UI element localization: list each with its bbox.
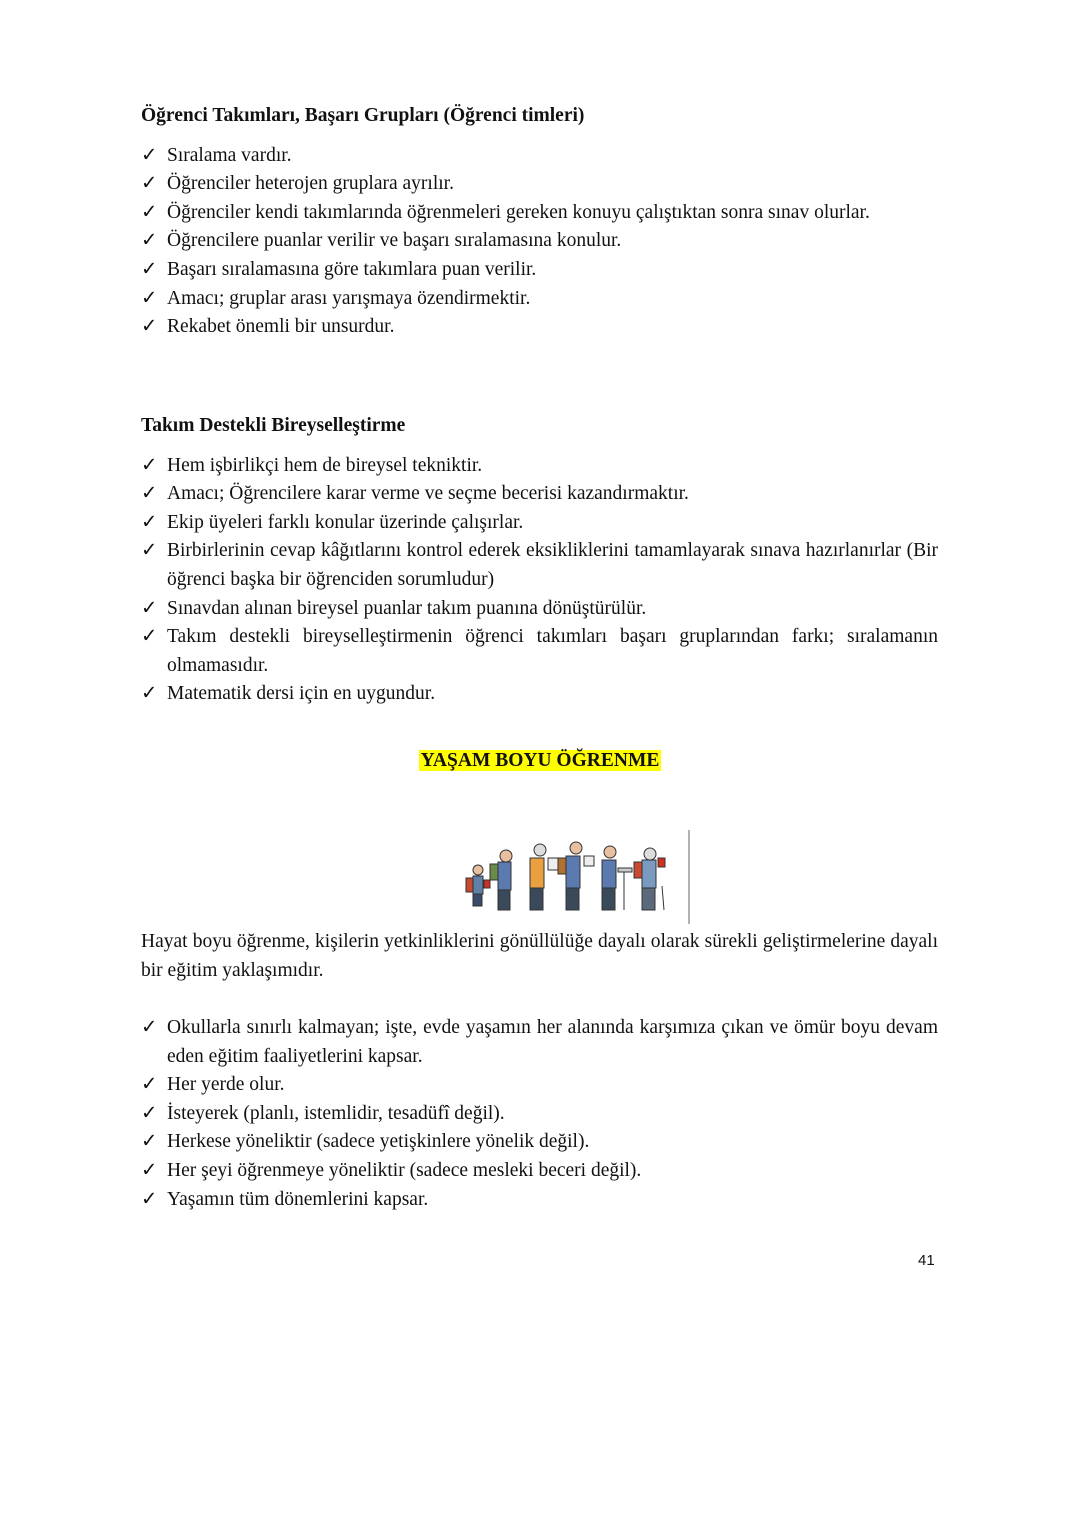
list-item-text: İsteyerek (planlı, istemlidir, tesadüfî değil). bbox=[167, 1102, 505, 1124]
worker-figure bbox=[530, 844, 562, 910]
list-item-text: Okullarla sınırlı kalmayan; işte, evde yaşamın her alanında karşımıza çıkan ve ömür boyu devam eden eğitim faaliyetlerini kapsar. bbox=[167, 1017, 938, 1067]
list-item-text: Sıralama vardır. bbox=[167, 144, 292, 166]
checkmark-icon: ✓ bbox=[141, 258, 158, 280]
adult-reading-figure bbox=[558, 842, 594, 910]
list-item bbox=[141, 537, 938, 594]
list-item bbox=[141, 170, 938, 199]
list-item bbox=[141, 256, 938, 285]
list-item-text: Hem işbirlikçi hem de bireysel tekniktir. bbox=[167, 454, 483, 476]
list-item-text: Amacı; Öğrencilere karar verme ve seçme becerisi kazandırmaktır. bbox=[167, 483, 689, 505]
bullet-list bbox=[141, 142, 938, 342]
bullet-list bbox=[141, 1014, 938, 1214]
list-item bbox=[141, 1071, 938, 1100]
child-figure bbox=[466, 865, 490, 906]
lifelong-learning-illustration bbox=[458, 828, 694, 926]
list-item bbox=[141, 509, 938, 538]
checkmark-icon: ✓ bbox=[141, 626, 158, 648]
bullet-list bbox=[141, 452, 938, 709]
list-item-text: Her şeyi öğrenmeye yöneliktir (sadece mesleki beceri değil). bbox=[167, 1159, 642, 1181]
laptop-figure bbox=[602, 846, 632, 910]
page-number: 41 bbox=[918, 1252, 935, 1269]
checkmark-icon: ✓ bbox=[141, 1074, 158, 1096]
list-item-text: Herkese yöneliktir (sadece yetişkinlere yönelik değil). bbox=[167, 1131, 590, 1153]
checkmark-icon: ✓ bbox=[141, 1188, 158, 1210]
list-item bbox=[141, 285, 938, 314]
checkmark-icon: ✓ bbox=[141, 540, 158, 562]
list-item bbox=[141, 1186, 938, 1215]
list-item bbox=[141, 142, 938, 171]
list-item bbox=[141, 623, 938, 680]
list-item-text: Sınavdan alınan bireysel puanlar takım puanına dönüştürülür. bbox=[167, 597, 647, 619]
list-item bbox=[141, 1157, 938, 1186]
list-item bbox=[141, 199, 938, 228]
elder-figure bbox=[634, 848, 665, 910]
section-heading: Öğrenci Takımları, Başarı Grupları (Öğrenci timleri) bbox=[141, 105, 585, 126]
checkmark-icon: ✓ bbox=[141, 1017, 158, 1038]
list-item-text: Matematik dersi için en uygundur. bbox=[167, 683, 436, 705]
section-team-assisted bbox=[141, 412, 938, 709]
section-student-teams bbox=[141, 102, 938, 342]
checkmark-icon: ✓ bbox=[141, 683, 158, 705]
checkmark-icon: ✓ bbox=[141, 287, 158, 309]
teen-figure bbox=[490, 850, 512, 910]
checkmark-icon: ✓ bbox=[141, 454, 158, 476]
list-item bbox=[141, 452, 938, 481]
list-item-text: Öğrenciler kendi takımlarında öğrenmeleri gereken konuyu çalıştıktan sonra sınav olurlar. bbox=[167, 201, 870, 223]
list-item bbox=[141, 1100, 938, 1129]
checkmark-icon: ✓ bbox=[141, 144, 158, 166]
checkmark-icon: ✓ bbox=[141, 230, 158, 252]
list-item bbox=[141, 480, 938, 509]
list-item bbox=[141, 1014, 938, 1071]
list-item bbox=[141, 227, 938, 256]
list-item-text: Ekip üyeleri farklı konular üzerinde çalışırlar. bbox=[167, 511, 524, 533]
list-item-text: Her yerde olur. bbox=[167, 1074, 285, 1096]
checkmark-icon: ✓ bbox=[141, 201, 158, 223]
list-item-text: Yaşamın tüm dönemlerini kapsar. bbox=[167, 1188, 429, 1210]
list-item-text: Öğrenciler heterojen gruplara ayrılır. bbox=[167, 173, 454, 195]
checkmark-icon: ✓ bbox=[141, 1131, 158, 1153]
list-item bbox=[141, 595, 938, 624]
list-item-text: Rekabet önemli bir unsurdur. bbox=[167, 316, 395, 338]
checkmark-icon: ✓ bbox=[141, 597, 158, 619]
list-item bbox=[141, 680, 938, 709]
lifelong-learning-title bbox=[0, 750, 1080, 772]
list-item-text: Takım destekli bireyselleştirmenin öğrenci takımları başarı gruplarından farkı; sıralamanın olmamasıdır. bbox=[167, 626, 938, 676]
list-item bbox=[141, 313, 938, 342]
checkmark-icon: ✓ bbox=[141, 483, 158, 505]
list-item bbox=[141, 1128, 938, 1157]
section-heading: Takım Destekli Bireyselleştirme bbox=[141, 415, 406, 436]
checkmark-icon: ✓ bbox=[141, 1159, 158, 1181]
list-item-text: Başarı sıralamasına göre takımlara puan verilir. bbox=[167, 258, 537, 280]
checkmark-icon: ✓ bbox=[141, 173, 158, 195]
checkmark-icon: ✓ bbox=[141, 511, 158, 533]
definition-paragraph: Hayat boyu öğrenme, kişilerin yetkinliklerini gönüllülüğe dayalı olarak sürekli geliştirmelerine dayalı bir eğitim yaklaşımıdır. bbox=[141, 931, 938, 981]
section-lifelong-learning bbox=[141, 1014, 938, 1214]
list-item-text: Amacı; gruplar arası yarışmaya özendirmektir. bbox=[167, 287, 531, 309]
checkmark-icon: ✓ bbox=[141, 1102, 158, 1124]
checkmark-icon: ✓ bbox=[141, 316, 158, 338]
highlighted-title: YAŞAM BOYU ÖĞRENME bbox=[420, 750, 660, 771]
lifelong-learning-definition bbox=[141, 928, 938, 985]
list-item-text: Birbirlerinin cevap kâğıtlarını kontrol ederek eksikliklerini tamamlayarak sınava hazırlanırlar (Bir öğrenci başka bir öğrenciden sorumludur) bbox=[167, 540, 938, 590]
list-item-text: Öğrencilere puanlar verilir ve başarı sıralamasına konulur. bbox=[167, 230, 622, 252]
